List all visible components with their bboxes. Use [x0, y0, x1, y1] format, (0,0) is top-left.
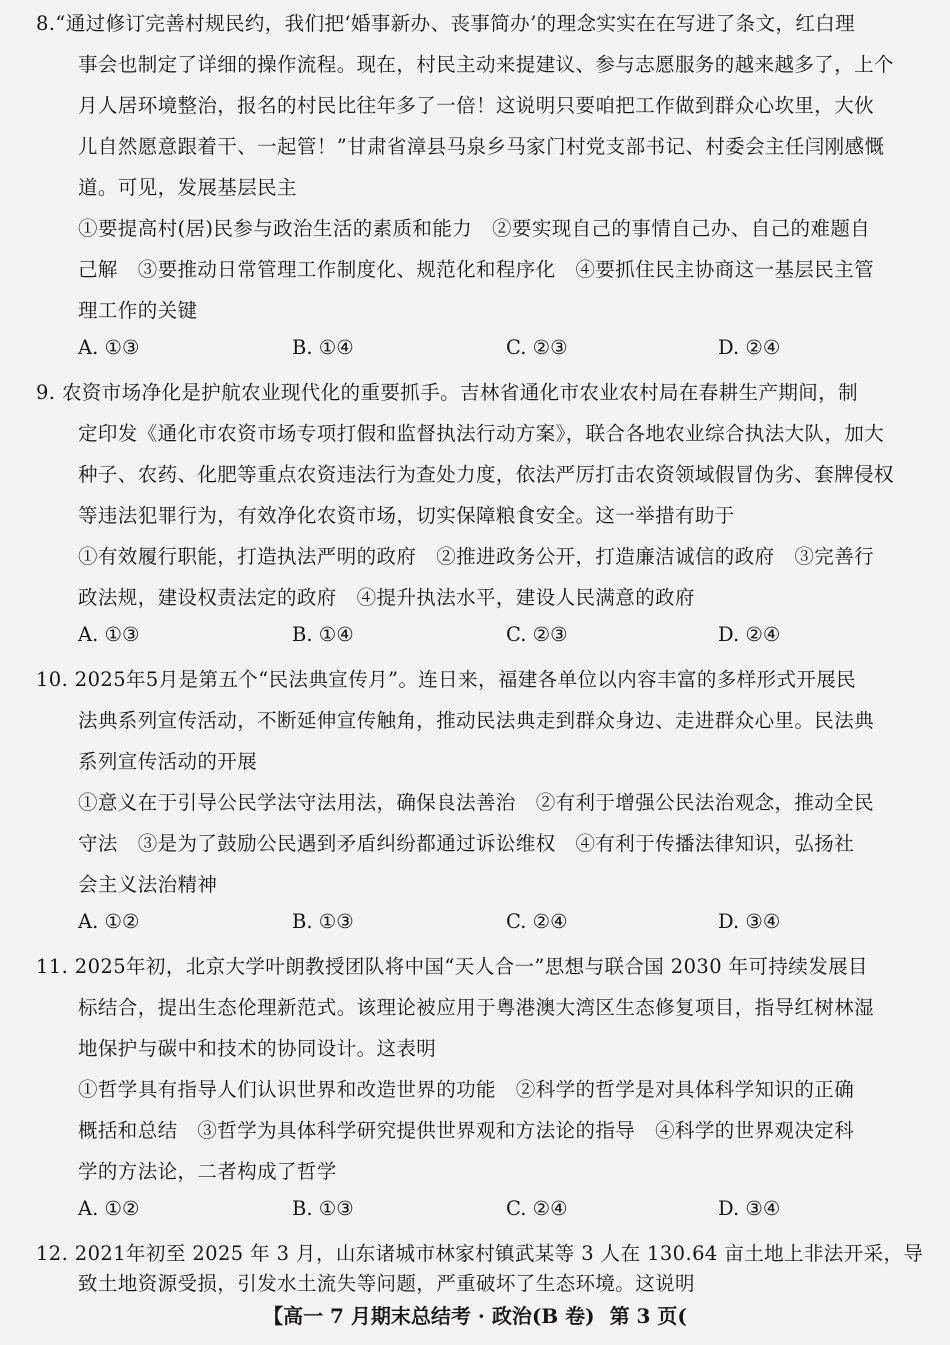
q10-option-c: C. ②④ — [506, 910, 568, 933]
q10-stem-line-1: 10. 2025年5月是第五个“民法典宣传月”。连日来，福建各单位以内容丰富的多样形式开展民 — [36, 668, 857, 691]
q11-option-b: B. ①③ — [292, 1197, 354, 1220]
q11-stem-line-1: 11. 2025年初，北京大学叶朗教授团队将中国“天人合一”思想与联合国 2030 年可持续发展目 — [36, 955, 868, 978]
q9-statement-line-1: ①有效履行职能，打造执法严明的政府 ②推进政务公开，打造廉洁诚信的政府 ③完善行 — [78, 545, 875, 568]
q9-stem-line-4: 等违法犯罪行为，有效净化农资市场，切实保障粮食安全。这一举措有助于 — [78, 504, 735, 527]
q12-stem-line-2: 致土地资源受损，引发水土流失等问题，严重破坏了生态环境。这说明 — [78, 1272, 695, 1295]
q11-option-a: A. ①② — [78, 1197, 140, 1220]
q9-option-a: A. ①③ — [78, 623, 140, 646]
q10-statement-line-1: ①意义在于引导公民学法守法用法，确保良法善治 ②有利于增强公民法治观念，推动全民 — [78, 791, 875, 814]
q8-option-c: C. ②③ — [506, 336, 568, 359]
q8-statement-line-3: 理工作的关键 — [78, 299, 198, 322]
q12-stem-line-1: 12. 2021年初至 2025 年 3 月，山东诸城市林家村镇武某等 3 人在 130.64 亩土地上非法开采，导 — [36, 1242, 924, 1265]
q8-option-b: B. ①④ — [292, 336, 354, 359]
q11-option-c: C. ②④ — [506, 1197, 568, 1220]
q10-statement-line-3: 会主义法治精神 — [78, 873, 218, 896]
q8-option-d: D. ②④ — [718, 336, 781, 359]
q9-option-c: C. ②③ — [506, 623, 568, 646]
q9-option-b: B. ①④ — [292, 623, 354, 646]
q11-statement-line-2: 概括和总结 ③哲学为具体科学研究提供世界观和方法论的指导 ④科学的世界观决定科 — [78, 1119, 855, 1142]
q8-stem-line-3: 月人居环境整治，报名的村民比往年多了一倍！这说明只要咱把工作做到群众心坎里，大伙 — [78, 94, 875, 117]
footer-page-number: 第 3 页( — [609, 1304, 687, 1328]
q9-statement-line-2: 政法规，建设权责法定的政府 ④提升执法水平，建设人民满意的政府 — [78, 586, 695, 609]
q8-stem-line-4: 儿自然愿意跟着干、一起管！”甘肃省漳县马泉乡马家门村党支部书记、村委会主任闫刚感慨 — [78, 135, 885, 158]
q8-statement-line-2: 己解 ③要推动日常管理工作制度化、规范化和程序化 ④要抓住民主协商这一基层民主管 — [78, 258, 875, 281]
q10-statement-line-2: 守法 ③是为了鼓励公民遇到矛盾纠纷都通过诉讼维权 ④有利于传播法律知识，弘扬社 — [78, 832, 855, 855]
q10-option-b: B. ①③ — [292, 910, 354, 933]
q10-stem-line-2: 法典系列宣传活动，不断延伸宣传触角，推动民法典走到群众身边、走进群众心里。民法典 — [78, 709, 875, 732]
q8-stem-line-5: 道。可见，发展基层民主 — [78, 176, 297, 199]
page-footer — [0, 1300, 950, 1329]
q11-statement-line-1: ①哲学具有指导人们认识世界和改造世界的功能 ②科学的哲学是对具体科学知识的正确 — [78, 1078, 855, 1101]
q10-option-a: A. ①② — [78, 910, 140, 933]
footer-exam-title: 【高一 7 月期末总结考 · 政治(B 卷) — [263, 1304, 595, 1328]
q9-stem-line-1: 9. 农资市场净化是护航农业现代化的重要抓手。吉林省通化市农业农村局在春耕生产期间，制 — [36, 381, 859, 404]
q9-stem-line-2: 定印发《通化市农资市场专项打假和监督执法行动方案》，联合各地农业综合执法大队，加大 — [78, 422, 885, 445]
q8-stem-line-2: 事会也制定了详细的操作流程。现在，村民主动来提建议、参与志愿服务的越来越多了，上个 — [78, 53, 894, 76]
q11-statement-line-3: 学的方法论，二者构成了哲学 — [78, 1160, 337, 1183]
q10-option-d: D. ③④ — [718, 910, 781, 933]
q11-stem-line-2: 标结合，提出生态伦理新范式。该理论被应用于粤港澳大湾区生态修复项目，指导红树林湿 — [78, 996, 875, 1019]
q8-option-a: A. ①③ — [78, 336, 140, 359]
q11-stem-line-3: 地保护与碳中和技术的协同设计。这表明 — [78, 1037, 437, 1060]
q8-stem-line-1: 8.“通过修订完善村规民约，我们把‘婚事新办、丧事简办’的理念实实在在写进了条文，红白理 — [36, 12, 856, 35]
q11-option-d: D. ③④ — [718, 1197, 781, 1220]
q10-stem-line-3: 系列宣传活动的开展 — [78, 750, 258, 773]
q9-stem-line-3: 种子、农药、化肥等重点农资违法行为查处力度，依法严厉打击农资领域假冒伪劣、套牌侵权 — [78, 463, 894, 486]
q9-option-d: D. ②④ — [718, 623, 781, 646]
q8-statement-line-1: ①要提高村(居)民参与政治生活的素质和能力 ②要实现自己的事情自己办、自己的难题自 — [78, 217, 871, 240]
